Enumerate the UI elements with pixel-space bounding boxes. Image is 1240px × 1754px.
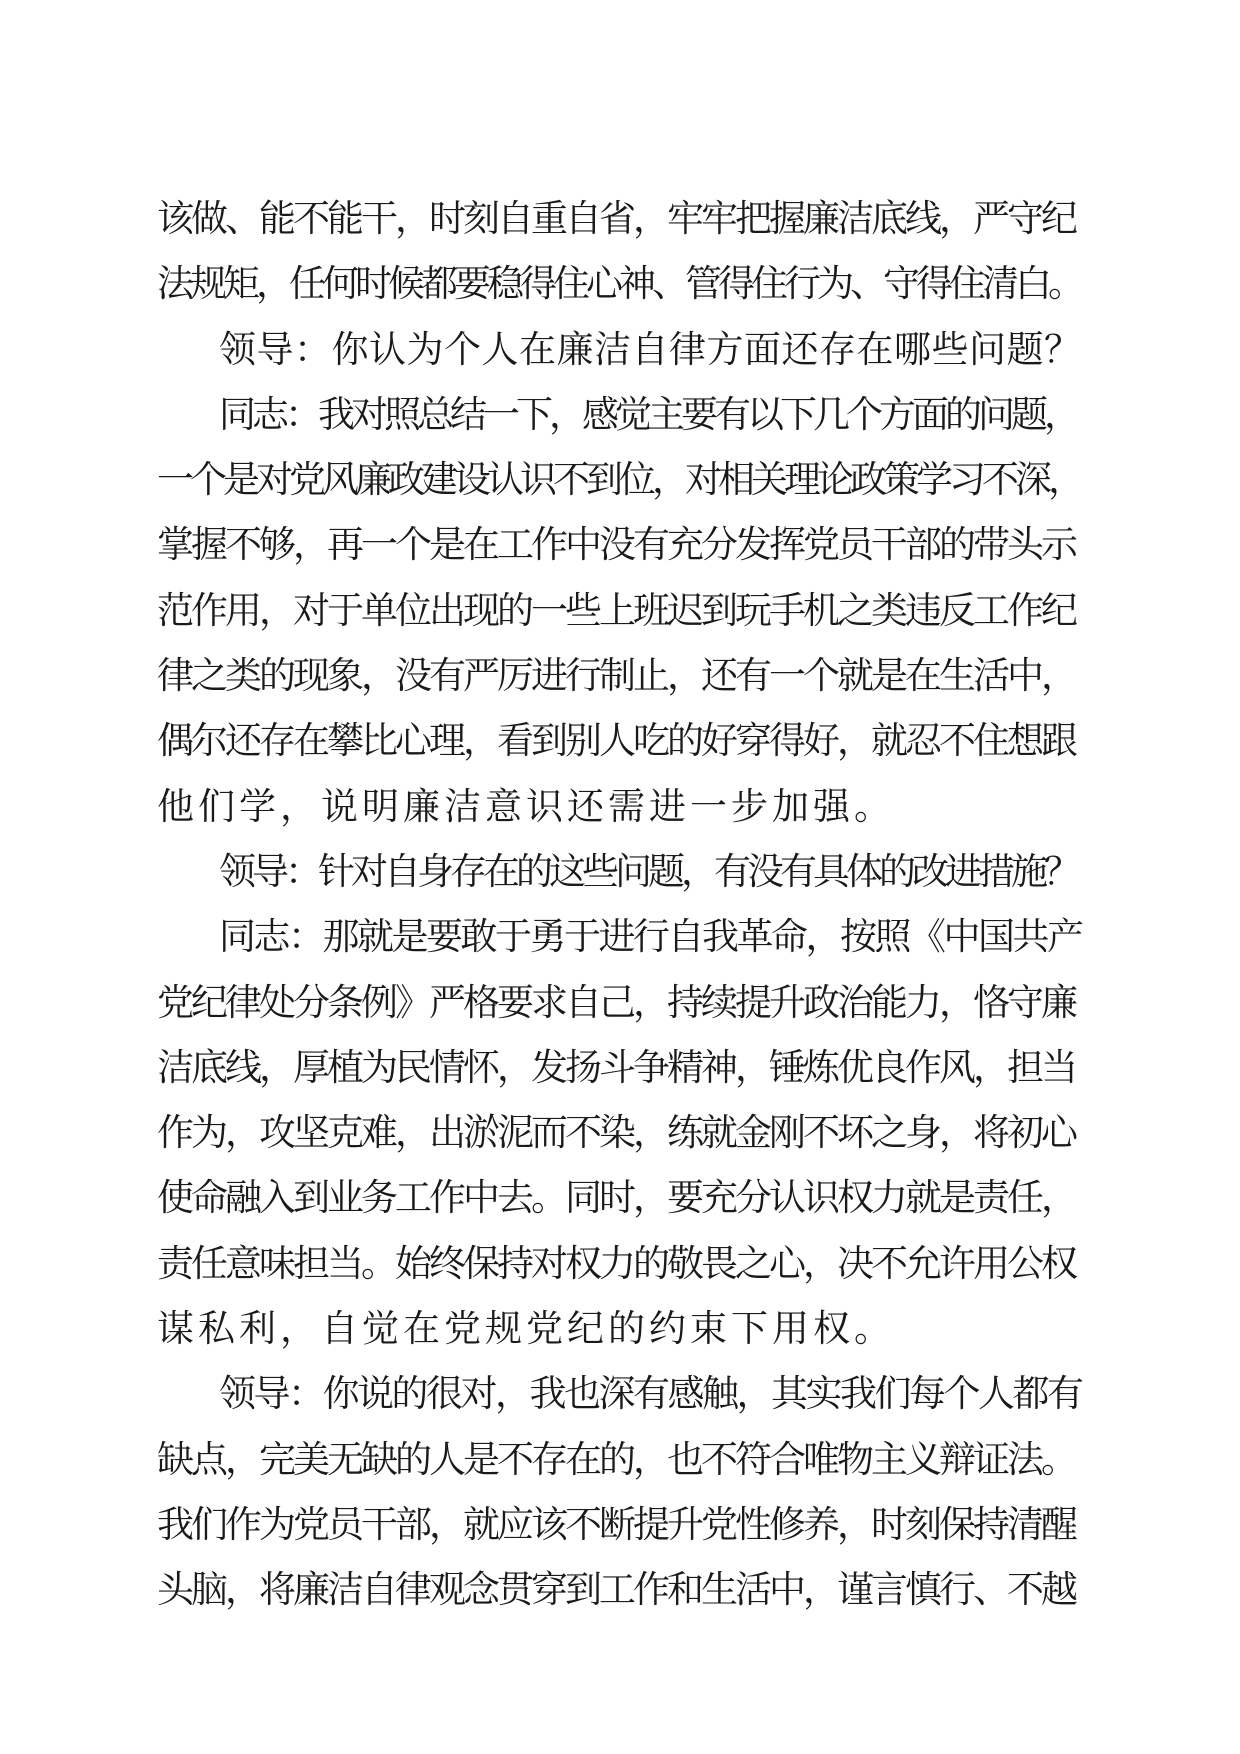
text-line: 作为，攻坚克难，出淤泥而不染，练就金刚不坏之身，将初心 — [157, 1111, 1075, 1155]
text-line: 法规矩，任何时候都要稳得住心神、管得住行为、守得住清白。 — [157, 262, 1081, 306]
text-line: 该做、能不能干，时刻自重自省，牢牢把握廉洁底线，严守纪 — [157, 197, 1075, 240]
text-line: 党纪律处分条例》严格要求自己，持续提升政治能力，恪守廉 — [157, 980, 1075, 1024]
text-line: 一个是对党风廉政建设认识不到位，对相关理论政策学习不深， — [157, 458, 1081, 502]
text-line: 律之类的现象，没有严厉进行制止，还有一个就是在生活中， — [157, 654, 1075, 698]
text-line: 使命融入到业务工作中去。同时，要充分认识权力就是责任， — [157, 1176, 1075, 1220]
text-line: 我们作为党员干部，就应该不断提升党性修养，时刻保持清醒 — [157, 1502, 1075, 1546]
text-line: 缺点，完美无缺的人是不存在的，也不符合唯物主义辩证法。 — [157, 1437, 1075, 1481]
text-line: 责任意味担当。始终保持对权力的敬畏之心，决不允许用公权 — [157, 1241, 1075, 1285]
text-line: 掌握不够，再一个是在工作中没有充分发挥党员干部的带头示 — [157, 523, 1075, 567]
text-line: 领导：你说的很对，我也深有感触，其实我们每个人都有 — [219, 1372, 1082, 1416]
body-text — [157, 186, 1082, 1623]
text-line: 头脑，将廉洁自律观念贯穿到工作和生活中，谨言慎行、不越 — [157, 1568, 1075, 1612]
text-line: 他们学，说明廉洁意识还需进一步加强。 — [157, 784, 895, 828]
text-line: 谋私利，自觉在党规党纪的约束下用权。 — [157, 1307, 895, 1351]
text-line: 范作用，对于单位出现的一些上班迟到玩手机之类违反工作纪 — [157, 588, 1075, 632]
text-line: 同志：那就是要敢于勇于进行自我革命，按照《中国共产 — [219, 915, 1082, 959]
text-line: 偶尔还存在攀比心理，看到别人吃的好穿得好，就忍不住想跟 — [157, 719, 1075, 763]
text-line: 同志：我对照总结一下，感觉主要有以下几个方面的问题， — [219, 392, 1077, 436]
text-line: 领导：针对自身存在的这些问题，有没有具体的改进措施？ — [219, 849, 1077, 893]
text-line: 洁底线，厚植为民情怀，发扬斗争精神，锤炼优良作风，担当 — [157, 1045, 1075, 1089]
text-line: 领导：你认为个人在廉洁自律方面还存在哪些问题？ — [219, 327, 1082, 371]
